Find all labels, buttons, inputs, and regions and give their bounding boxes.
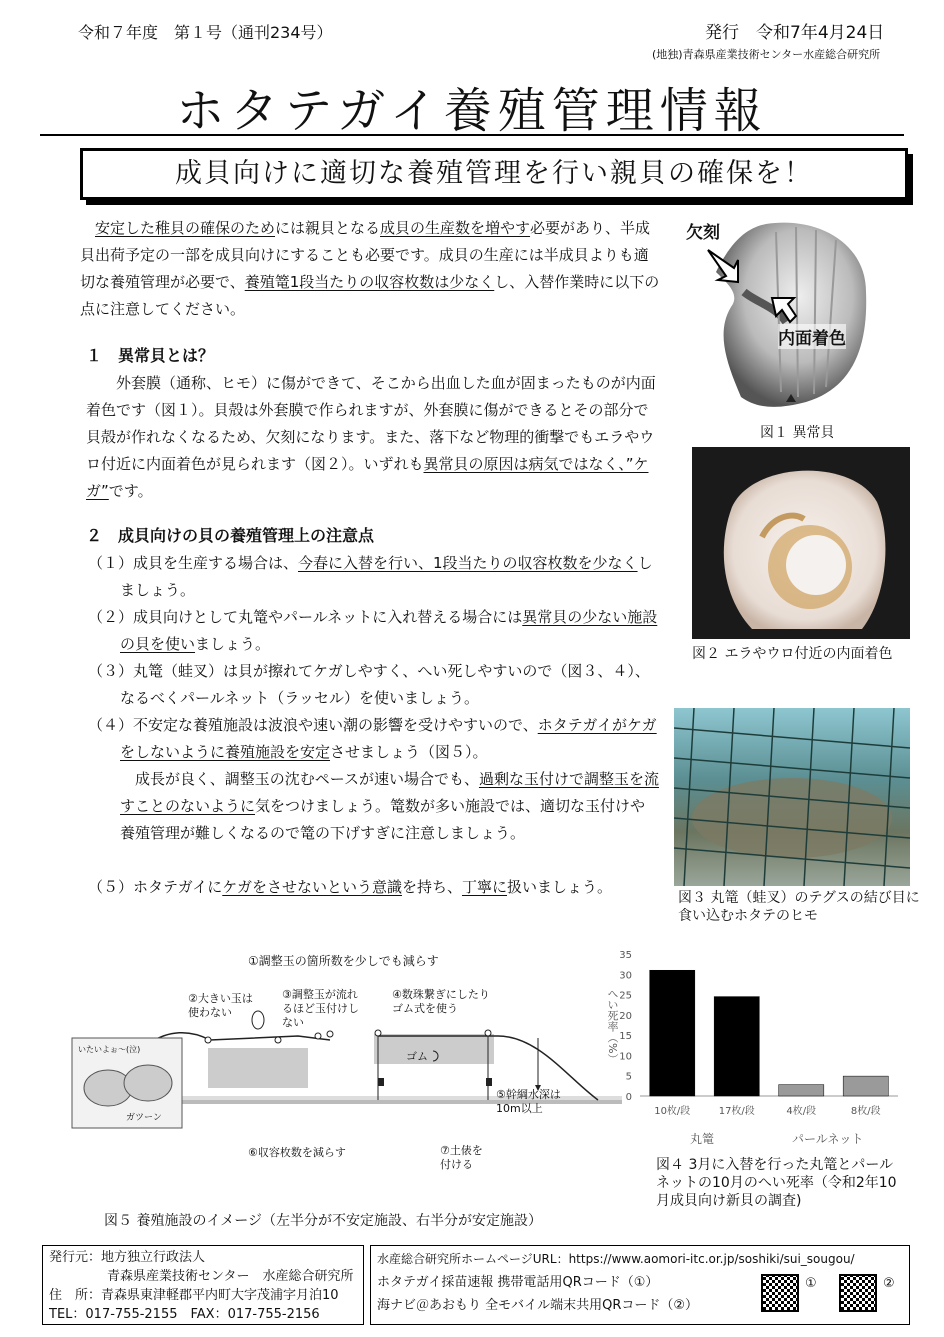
chart-ytick-0: 0	[625, 1092, 632, 1103]
item4-text: （４）不安定な養殖施設は波浪や速い潮の影響を受けやすいので、	[88, 716, 538, 734]
item2-emph: 異常貝の少ない施設の貝を使い	[120, 608, 658, 653]
fig3-caption: 図３ 丸篭（蛙叉）のテグスの結び目に食い込むホタテのヒモ	[678, 890, 920, 924]
item4-sub-emph: 過剰な玉付けで調整玉を流すことのないように	[120, 770, 659, 815]
label2-line2: 使わない	[188, 1006, 232, 1019]
fig1-label-inner: 内面着色	[778, 324, 846, 349]
fig4-chart	[598, 940, 910, 1150]
label7-line2: 付ける	[440, 1158, 473, 1171]
label5-line2: 10m以上	[496, 1102, 543, 1115]
subtitle-box	[80, 148, 908, 200]
footer-qr1-label: ホタテガイ採苗速報 携帯電話用QRコード（①）	[377, 1275, 659, 1290]
chart-ytick-3: 15	[619, 1031, 632, 1043]
label3-line1: ③調整玉が流れ	[282, 988, 358, 1001]
inner-color-arrow-icon	[768, 294, 798, 324]
label3-line2: るほど玉付けし	[282, 1002, 359, 1015]
chart-xtick-1: 17枚/段	[718, 1106, 755, 1117]
footer-publisher-2: 青森県産業技術センター 水産総合研究所	[107, 1269, 354, 1284]
qr-code-1-icon[interactable]	[761, 1274, 799, 1312]
publish-date: 発行 令和7年4月24日	[705, 23, 885, 43]
fig5-caption: 図５ 養殖施設のイメージ（左半分が不安定施設、右半分が安定施設）	[104, 1213, 543, 1229]
fig1-label-notch: 欠刻	[686, 218, 720, 243]
label5-line1: ⑤幹綱水深は	[496, 1088, 561, 1101]
label7-line1: ⑦土俵を	[440, 1144, 483, 1157]
diagram-label-7	[440, 1144, 483, 1172]
chart-group-1: 丸篭	[690, 1132, 715, 1146]
item2-text: （２）成貝向けとして丸篭やパールネットに入れ替える場合には	[88, 608, 523, 626]
item1-text: （１）成貝を生産する場合は、	[88, 554, 299, 572]
item5-emph-2: 丁寧に	[461, 878, 507, 896]
fig2-caption: 図２ エラやウロ付近の内面着色	[692, 646, 893, 662]
item4-text-end: させましょう（図５）。	[330, 743, 488, 761]
chart-group-2: パールネット	[792, 1132, 864, 1146]
diagram-label-5	[496, 1088, 561, 1116]
item4-sub-paragraph	[120, 766, 660, 847]
subtitle: 成貝向けに適切な養殖管理を行い親貝の確保を！	[175, 158, 813, 189]
section1-text: 外套膜（通称、ヒモ）に傷ができて、そこから出血した血が固まったものが内面着色です（図１）。貝殻は外套膜で作られますが、外套膜に傷ができるとその部分で貝殻が作れなくなるため、欠刻になります。また、落下など物理的衝撃でもエラやウロ付近に内面着色が見られます（図２）。いずれも	[86, 374, 656, 473]
list-item-5	[88, 874, 662, 901]
fig4-caption: 図４ 3月に入替を行った丸篭とパールネットの10月のへい死率（令和2年10月成貝向け新貝の調査)	[656, 1157, 897, 1209]
item5-text-end: 扱いましょう。	[507, 878, 613, 896]
diagram-label-2	[188, 992, 253, 1020]
item4-sub-text: 成長が良く、調整玉の沈むペースが速い場合でも、	[135, 770, 479, 788]
chart-xtick-3: 8枚/段	[850, 1106, 881, 1117]
section1-paragraph	[86, 370, 662, 505]
footer-contact-box	[42, 1245, 364, 1325]
item2-text-end: ましょう。	[195, 635, 271, 653]
chart-ytick-2: 10	[619, 1051, 632, 1063]
fig1-photo	[686, 212, 886, 412]
fig5-diagram	[68, 948, 628, 1203]
intro-text-1: には親貝となる	[275, 219, 381, 237]
notch-arrow-icon	[704, 246, 744, 286]
fig3-photo	[674, 708, 910, 886]
list-item-3: （３）丸篭（蛙叉）は貝が擦れてケガしやすく、へい死しやすいので（図３、４）、なるべくパールネット（ラッセル）を使いましょう。	[88, 662, 650, 707]
chart-ytick-7: 35	[619, 950, 632, 961]
intro-emph-1: 安定した稚貝の確保のため	[95, 219, 276, 237]
item4-emph: ホタテガイがケガをしないように養殖施設を安定	[120, 716, 657, 761]
footer-qr2-label: 海ナビ＠あおもり 全モバイル端末共用QRコード（②）	[377, 1298, 699, 1313]
footer-links-box	[370, 1245, 910, 1325]
item1-emph: 今春に入替を行い、1段当たりの収容枚数を少なく	[298, 554, 638, 572]
fig2-photo	[692, 447, 910, 639]
chart-ytick-4: 20	[619, 1010, 632, 1022]
label2-line1: ②大きい玉は	[188, 992, 253, 1005]
chart-ytick-1: 5	[625, 1071, 632, 1083]
item4-sub-text-end: 気をつけましょう。篭数が多い施設では、適切な玉付けや養殖管理が難しくなるので篭の下げすぎに注意しましょう。	[120, 797, 646, 842]
issue-number: 令和７年度 第１号（通刊234号）	[78, 23, 333, 42]
section1-text-end: です。	[108, 482, 153, 500]
footer-address: 住 所：青森県東津軽郡平内町大字茂浦字月泊10	[49, 1288, 339, 1303]
chart-ylabel: へい死率（%）	[606, 988, 619, 1065]
list-item-2	[88, 604, 662, 658]
intro-text-3: し、入替作業時に以下の点に注意してください。	[80, 273, 660, 318]
chart-bar-2	[779, 1085, 824, 1096]
chart-ytick-5: 25	[619, 990, 632, 1002]
chart-bar-1	[714, 997, 759, 1096]
list-item-4	[88, 712, 662, 766]
item5-emph-1: ケガをさせないという意識	[222, 878, 402, 896]
label4-line2: ゴム式を使う	[392, 1002, 458, 1015]
footer-tel: TEL：017-755-2155 FAX：017-755-2156	[49, 1307, 320, 1322]
qr-code-2-icon[interactable]	[839, 1274, 877, 1312]
publisher-org: (地独)青森県産業技術センター水産総合研究所	[652, 48, 881, 61]
section1-emph: 異常貝の原因は病気ではなく、”ケガ”	[86, 455, 649, 500]
diagram-label-1: ①調整玉の箇所数を少しでも減らす	[248, 954, 439, 968]
item5-text-2: を持ち、	[401, 878, 462, 896]
label4-line1: ④数珠繋ぎにしたり	[392, 988, 490, 1001]
intro-emph-2: 成貝の生産数を増やす	[380, 219, 531, 237]
page-title: ホタテガイ養殖管理情報	[176, 83, 768, 139]
item1-text-end: しましょう。	[120, 554, 653, 599]
section2-heading: ２ 成貝向けの貝の養殖管理上の注意点	[86, 526, 375, 545]
diagram-bubble: いたいよぉ〜(泣)	[78, 1045, 141, 1054]
label3-line3: ない	[282, 1016, 304, 1029]
chart-xtick-0: 10枚/段	[654, 1106, 691, 1117]
intro-text-2: 必要があり、半成貝出荷予定の一部を成貝向けにすることも必要です。成貝の生産には半成貝よりも適切な養殖管理が必要で、	[80, 219, 651, 291]
intro-emph-3: 養殖篭1段当たりの収容枚数は少なく	[244, 273, 495, 291]
chart-bar-0	[650, 970, 695, 1096]
item5-text: （５）ホタテガイに	[88, 878, 223, 896]
diagram-sfx: ガツーン	[126, 1113, 162, 1123]
diagram-label-6: ⑥収容枚数を減らす	[248, 1146, 346, 1159]
chart-xtick-2: 4枚/段	[786, 1106, 817, 1117]
qr1-mark: ①	[805, 1276, 817, 1291]
intro-paragraph	[80, 215, 660, 323]
title-rule	[40, 134, 904, 136]
diagram-label-3	[282, 988, 359, 1030]
list-item-1	[88, 550, 662, 604]
chart-ytick-6: 30	[619, 970, 632, 982]
section1-heading: １ 異常貝とは？	[86, 346, 215, 365]
chart-bar-3	[843, 1076, 888, 1096]
footer-url[interactable]: 水産総合研究所ホームページURL：https://www.aomori-itc.or.jp/soshiki/sui_sougou/	[377, 1252, 855, 1266]
fig1-caption: 図１ 異常貝	[760, 425, 835, 441]
mortality-bar-chart	[598, 940, 910, 1150]
footer-publisher-1: 発行元：地方独立行政法人	[49, 1250, 206, 1265]
qr2-mark: ②	[883, 1276, 895, 1291]
diagram-label-gom: ゴム	[406, 1050, 428, 1063]
diagram-label-4	[392, 988, 490, 1016]
